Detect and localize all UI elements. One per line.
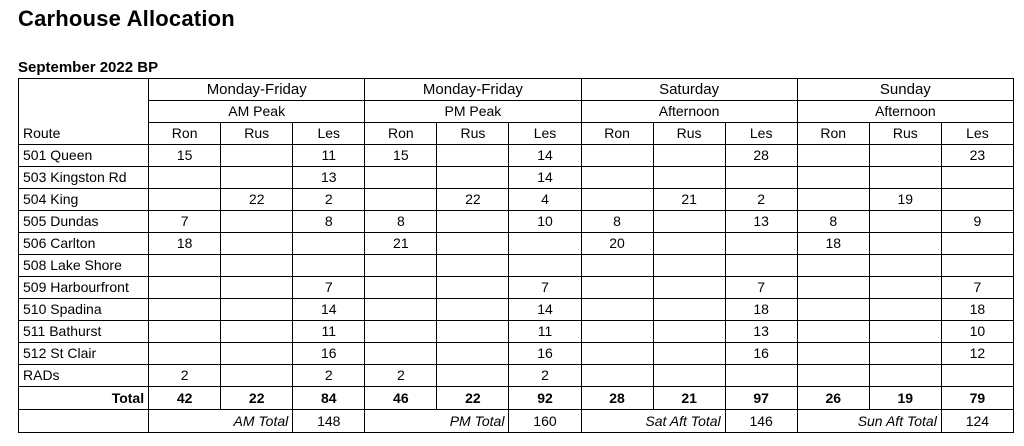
- value-cell: 20: [581, 233, 653, 255]
- value-cell: 18: [149, 233, 221, 255]
- person-header: Ron: [365, 123, 437, 145]
- value-cell: 11: [509, 321, 581, 343]
- person-header: Ron: [149, 123, 221, 145]
- total-value: 28: [581, 387, 653, 410]
- grand-total-value: 148: [293, 410, 365, 433]
- person-header: Les: [941, 123, 1013, 145]
- total-value: 92: [509, 387, 581, 410]
- value-cell: [797, 255, 869, 277]
- value-cell: 7: [941, 277, 1013, 299]
- value-cell: [725, 233, 797, 255]
- table-row: [19, 167, 1014, 189]
- route-cell: 504 King: [19, 189, 149, 211]
- value-cell: [869, 365, 941, 387]
- day-header: Saturday: [581, 79, 797, 101]
- grand-total-value: 124: [941, 410, 1013, 433]
- value-cell: [149, 277, 221, 299]
- route-cell: 510 Spadina: [19, 299, 149, 321]
- value-cell: [653, 321, 725, 343]
- route-cell: 511 Bathurst: [19, 321, 149, 343]
- value-cell: 13: [725, 321, 797, 343]
- value-cell: [221, 233, 293, 255]
- period-header: PM Peak: [365, 101, 581, 123]
- value-cell: [149, 255, 221, 277]
- value-cell: 16: [293, 343, 365, 365]
- total-value: 26: [797, 387, 869, 410]
- value-cell: [869, 321, 941, 343]
- value-cell: [797, 343, 869, 365]
- value-cell: [653, 365, 725, 387]
- table-row: [19, 233, 1014, 255]
- value-cell: [941, 255, 1013, 277]
- value-cell: [365, 277, 437, 299]
- value-cell: 15: [149, 145, 221, 167]
- person-header: Rus: [653, 123, 725, 145]
- value-cell: [437, 255, 509, 277]
- grand-total-label: PM Total: [365, 410, 509, 433]
- value-cell: [725, 255, 797, 277]
- value-cell: [221, 255, 293, 277]
- value-cell: [581, 189, 653, 211]
- person-header: Les: [725, 123, 797, 145]
- value-cell: [725, 167, 797, 189]
- route-cell: 506 Carlton: [19, 233, 149, 255]
- value-cell: [221, 299, 293, 321]
- value-cell: 2: [149, 365, 221, 387]
- value-cell: [653, 343, 725, 365]
- value-cell: [293, 255, 365, 277]
- grand-total-spacer: [19, 410, 149, 433]
- period-header: AM Peak: [149, 101, 365, 123]
- value-cell: [437, 167, 509, 189]
- route-cell: 505 Dundas: [19, 211, 149, 233]
- value-cell: 2: [293, 189, 365, 211]
- route-cell: 501 Queen: [19, 145, 149, 167]
- total-value: 46: [365, 387, 437, 410]
- value-cell: 14: [509, 167, 581, 189]
- value-cell: [221, 211, 293, 233]
- value-cell: 21: [653, 189, 725, 211]
- day-header: Monday-Friday: [149, 79, 365, 101]
- value-cell: [221, 167, 293, 189]
- value-cell: 13: [293, 167, 365, 189]
- value-cell: 22: [221, 189, 293, 211]
- value-cell: [581, 321, 653, 343]
- value-cell: [365, 321, 437, 343]
- period-header: Afternoon: [797, 101, 1013, 123]
- value-cell: [653, 167, 725, 189]
- value-cell: 14: [293, 299, 365, 321]
- value-cell: 21: [365, 233, 437, 255]
- value-cell: [149, 299, 221, 321]
- value-cell: 14: [509, 299, 581, 321]
- page-title: Carhouse Allocation: [18, 6, 235, 31]
- value-cell: 11: [293, 145, 365, 167]
- route-column-header: Route: [19, 79, 149, 145]
- value-cell: [653, 299, 725, 321]
- value-cell: 10: [509, 211, 581, 233]
- value-cell: [869, 145, 941, 167]
- person-header: Rus: [437, 123, 509, 145]
- person-header: Les: [293, 123, 365, 145]
- value-cell: 8: [797, 211, 869, 233]
- period-header-row: [19, 101, 1014, 123]
- value-cell: 10: [941, 321, 1013, 343]
- person-header: Ron: [581, 123, 653, 145]
- value-cell: 4: [509, 189, 581, 211]
- table-row: [19, 343, 1014, 365]
- table-row: [19, 189, 1014, 211]
- value-cell: [437, 233, 509, 255]
- value-cell: [941, 189, 1013, 211]
- table-row: [19, 277, 1014, 299]
- value-cell: [221, 343, 293, 365]
- value-cell: 2: [293, 365, 365, 387]
- value-cell: [509, 255, 581, 277]
- value-cell: [581, 255, 653, 277]
- person-header: Rus: [869, 123, 941, 145]
- day-header: Sunday: [797, 79, 1013, 101]
- value-cell: 11: [293, 321, 365, 343]
- route-cell: 503 Kingston Rd: [19, 167, 149, 189]
- total-value: 79: [941, 387, 1013, 410]
- value-cell: 7: [149, 211, 221, 233]
- grand-total-label: Sat Aft Total: [581, 410, 725, 433]
- total-label: Total: [19, 387, 149, 410]
- value-cell: 2: [725, 189, 797, 211]
- table-row: [19, 145, 1014, 167]
- value-cell: 28: [725, 145, 797, 167]
- value-cell: [869, 233, 941, 255]
- value-cell: [941, 233, 1013, 255]
- value-cell: 18: [725, 299, 797, 321]
- value-cell: 22: [437, 189, 509, 211]
- report-subtitle: September 2022 BP: [18, 59, 159, 76]
- value-cell: [437, 321, 509, 343]
- carhouse-allocation-table: [18, 78, 1014, 433]
- value-cell: [581, 277, 653, 299]
- value-cell: [437, 343, 509, 365]
- value-cell: [437, 365, 509, 387]
- value-cell: 13: [725, 211, 797, 233]
- total-value: 42: [149, 387, 221, 410]
- table-row: [19, 365, 1014, 387]
- value-cell: 7: [293, 277, 365, 299]
- value-cell: [437, 211, 509, 233]
- table-row: [19, 299, 1014, 321]
- period-header: Afternoon: [581, 101, 797, 123]
- value-cell: [797, 299, 869, 321]
- value-cell: 18: [941, 299, 1013, 321]
- value-cell: [797, 189, 869, 211]
- value-cell: [365, 189, 437, 211]
- person-header: Les: [509, 123, 581, 145]
- value-cell: [437, 299, 509, 321]
- value-cell: [221, 145, 293, 167]
- grand-total-row: [19, 410, 1014, 433]
- value-cell: [149, 343, 221, 365]
- value-cell: [797, 167, 869, 189]
- grand-total-value: 146: [725, 410, 797, 433]
- value-cell: [797, 145, 869, 167]
- value-cell: [869, 277, 941, 299]
- value-cell: [221, 365, 293, 387]
- value-cell: [365, 299, 437, 321]
- value-cell: 16: [509, 343, 581, 365]
- grand-total-label: Sun Aft Total: [797, 410, 941, 433]
- route-cell: 512 St Clair: [19, 343, 149, 365]
- value-cell: [581, 365, 653, 387]
- value-cell: [869, 211, 941, 233]
- grand-total-label: AM Total: [149, 410, 293, 433]
- total-value: 21: [653, 387, 725, 410]
- value-cell: [869, 255, 941, 277]
- value-cell: [869, 343, 941, 365]
- value-cell: [581, 343, 653, 365]
- value-cell: [293, 233, 365, 255]
- total-value: 19: [869, 387, 941, 410]
- value-cell: [149, 321, 221, 343]
- value-cell: [365, 167, 437, 189]
- value-cell: 15: [365, 145, 437, 167]
- day-header: Monday-Friday: [365, 79, 581, 101]
- value-cell: [509, 233, 581, 255]
- total-value: 84: [293, 387, 365, 410]
- value-cell: [653, 211, 725, 233]
- value-cell: [581, 145, 653, 167]
- value-cell: 7: [725, 277, 797, 299]
- value-cell: 23: [941, 145, 1013, 167]
- value-cell: [797, 321, 869, 343]
- value-cell: 9: [941, 211, 1013, 233]
- value-cell: [581, 299, 653, 321]
- value-cell: [365, 343, 437, 365]
- value-cell: [869, 167, 941, 189]
- table-row: [19, 211, 1014, 233]
- value-cell: 14: [509, 145, 581, 167]
- grand-total-value: 160: [509, 410, 581, 433]
- value-cell: 2: [509, 365, 581, 387]
- value-cell: 2: [365, 365, 437, 387]
- value-cell: [797, 365, 869, 387]
- value-cell: 19: [869, 189, 941, 211]
- route-cell: RADs: [19, 365, 149, 387]
- value-cell: 7: [509, 277, 581, 299]
- table-row: [19, 255, 1014, 277]
- person-header: Rus: [221, 123, 293, 145]
- total-row: [19, 387, 1014, 410]
- value-cell: [725, 365, 797, 387]
- total-value: 22: [221, 387, 293, 410]
- person-header: Ron: [797, 123, 869, 145]
- total-value: 97: [725, 387, 797, 410]
- person-header-row: [19, 123, 1014, 145]
- value-cell: 8: [581, 211, 653, 233]
- value-cell: 12: [941, 343, 1013, 365]
- value-cell: 16: [725, 343, 797, 365]
- value-cell: 8: [365, 211, 437, 233]
- total-value: 22: [437, 387, 509, 410]
- value-cell: [869, 299, 941, 321]
- value-cell: [221, 277, 293, 299]
- value-cell: [653, 145, 725, 167]
- value-cell: [365, 255, 437, 277]
- value-cell: [149, 189, 221, 211]
- value-cell: [653, 277, 725, 299]
- value-cell: [221, 321, 293, 343]
- value-cell: 8: [293, 211, 365, 233]
- value-cell: [797, 277, 869, 299]
- value-cell: [437, 145, 509, 167]
- value-cell: [581, 167, 653, 189]
- value-cell: 18: [797, 233, 869, 255]
- value-cell: [941, 167, 1013, 189]
- value-cell: [437, 277, 509, 299]
- value-cell: [149, 167, 221, 189]
- value-cell: [941, 365, 1013, 387]
- value-cell: [653, 255, 725, 277]
- route-cell: 508 Lake Shore: [19, 255, 149, 277]
- table-row: [19, 321, 1014, 343]
- day-header-row: [19, 79, 1014, 101]
- route-cell: 509 Harbourfront: [19, 277, 149, 299]
- value-cell: [653, 233, 725, 255]
